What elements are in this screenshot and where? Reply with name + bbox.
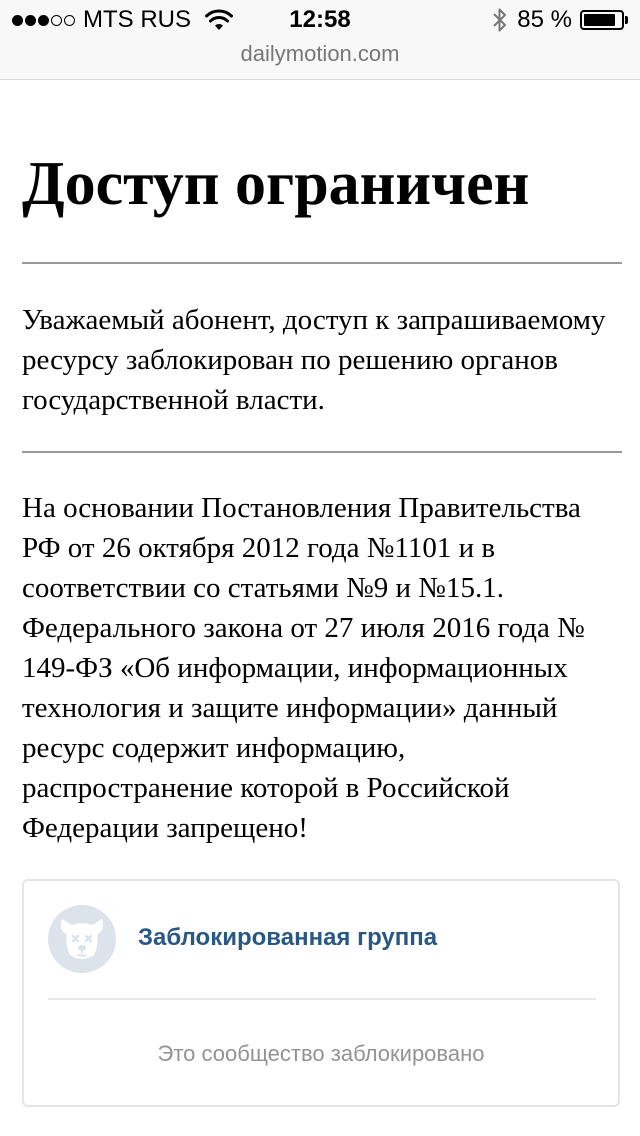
legal-basis-text: На основании Постановления Правительства РФ от 26 октября 2012 года №1101 и в соответствии со статьями №9 и №15.1. Федерального закона от 27 июля 2016 года № 149-ФЗ «Об информации, информационных технология и защите информации» данный ресурс содержит информацию, распространение которой в Российской Федерации запрещено! — [22, 492, 585, 844]
status-bar — [0, 0, 640, 40]
divider — [22, 451, 622, 453]
page-title: Доступ ограничен — [22, 150, 530, 218]
battery-fill — [584, 14, 615, 26]
bluetooth-icon — [491, 7, 509, 33]
blocked-dog-avatar-icon[interactable] — [48, 905, 116, 973]
divider — [22, 262, 622, 264]
group-name-link[interactable]: Заблокированная группа — [138, 924, 438, 951]
blocked-group-card — [22, 879, 620, 1107]
url-domain[interactable]: dailymotion.com — [240, 41, 400, 66]
battery-icon — [580, 9, 630, 31]
card-divider — [48, 998, 596, 1000]
battery-percent: 85 % — [517, 6, 572, 33]
status-time: 12:58 — [289, 6, 351, 33]
carrier-name: MTS RUS — [83, 6, 191, 33]
address-bar[interactable] — [0, 40, 640, 80]
blocked-notice: Уважаемый абонент, доступ к запрашиваемому ресурсу заблокирован по решению органов государственной власти. — [22, 304, 606, 416]
group-blocked-status: Это сообщество заблокировано — [157, 1041, 485, 1066]
status-right — [491, 6, 630, 34]
dog-icon — [48, 905, 116, 973]
